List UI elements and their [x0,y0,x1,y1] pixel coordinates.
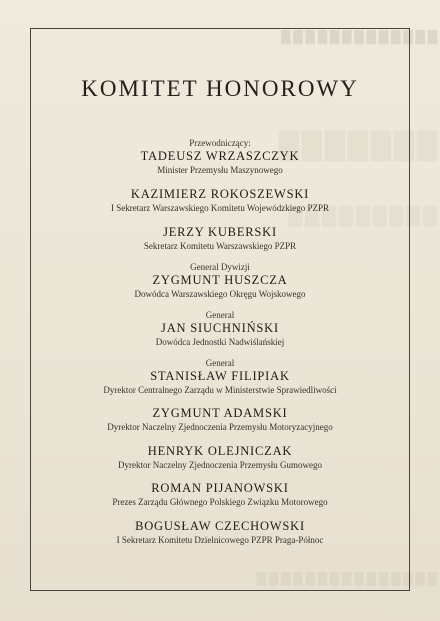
member-entry [30,225,410,252]
member-entry [30,406,410,433]
member-description: Dowódca Jednostki Nadwiślańskiej [155,337,285,347]
member-entry [30,262,410,300]
member-entry [30,444,410,471]
member-description: Sekretarz Komitetu Warszawskiego PZPR [143,241,297,251]
member-description: I Sekretarz Warszawskiego Komitetu Wojewódzkiego PZPR [111,203,329,213]
bleed-through-artifact: ███████████████ [256,572,440,586]
page-title: KOMITET HONOROWY [81,76,359,101]
member-name: JERZY KUBERSKI [163,225,277,239]
bleed-through-artifact: █████████ [288,205,440,226]
member-description: Dyrektor Centralnego Zarządu w Ministerstwie Sprawiedliwości [103,385,337,395]
member-role: General Dywizji [190,262,250,272]
member-description: Prezes Zarządu Głównego Polskiego Związku Motorowego [112,497,328,507]
member-description: Dowódca Warszawskiego Okręgu Wojskowego [134,289,306,299]
member-name: STANISŁAW FILIPIAK [150,369,290,383]
member-name: TADEUSZ WRZASZCZYK [140,149,300,163]
member-role: General [205,310,235,320]
member-description: I Sekretarz Komitetu Dzielnicowego PZPR Praga-Północ [116,535,324,545]
member-role: General [205,358,235,368]
member-name: ZYGMUNT HUSZCZA [152,273,288,287]
member-name: ZYGMUNT ADAMSKI [152,406,288,420]
bleed-through-artifact: █████████████ [281,30,440,44]
member-entry [30,358,410,396]
member-name: JAN SIUCHNIŃSKI [161,321,279,335]
member-entry [30,481,410,508]
member-entry [30,138,410,176]
member-description: Dyrektor Naczelny Zjednoczenia Przemysłu Motoryzacyjnego [107,422,333,432]
member-entry [30,519,410,546]
member-name: HENRYK OLEJNICZAK [147,444,293,458]
member-name: BOGUSŁAW CZECHOWSKI [135,519,305,533]
member-entry [30,187,410,214]
member-name: KAZIMIERZ ROKOSZEWSKI [130,187,310,201]
member-description: Dyrektor Naczelny Zjednoczenia Przemysłu Gumowego [118,460,322,470]
bleed-through-artifact: ███████ [279,130,440,160]
committee-content [30,28,410,591]
member-role: Przewodniczący: [189,138,251,148]
member-entry [30,310,410,348]
member-description: Minister Przemysłu Maszynowego [157,165,283,175]
member-name: ROMAN PIJANOWSKI [151,481,289,495]
